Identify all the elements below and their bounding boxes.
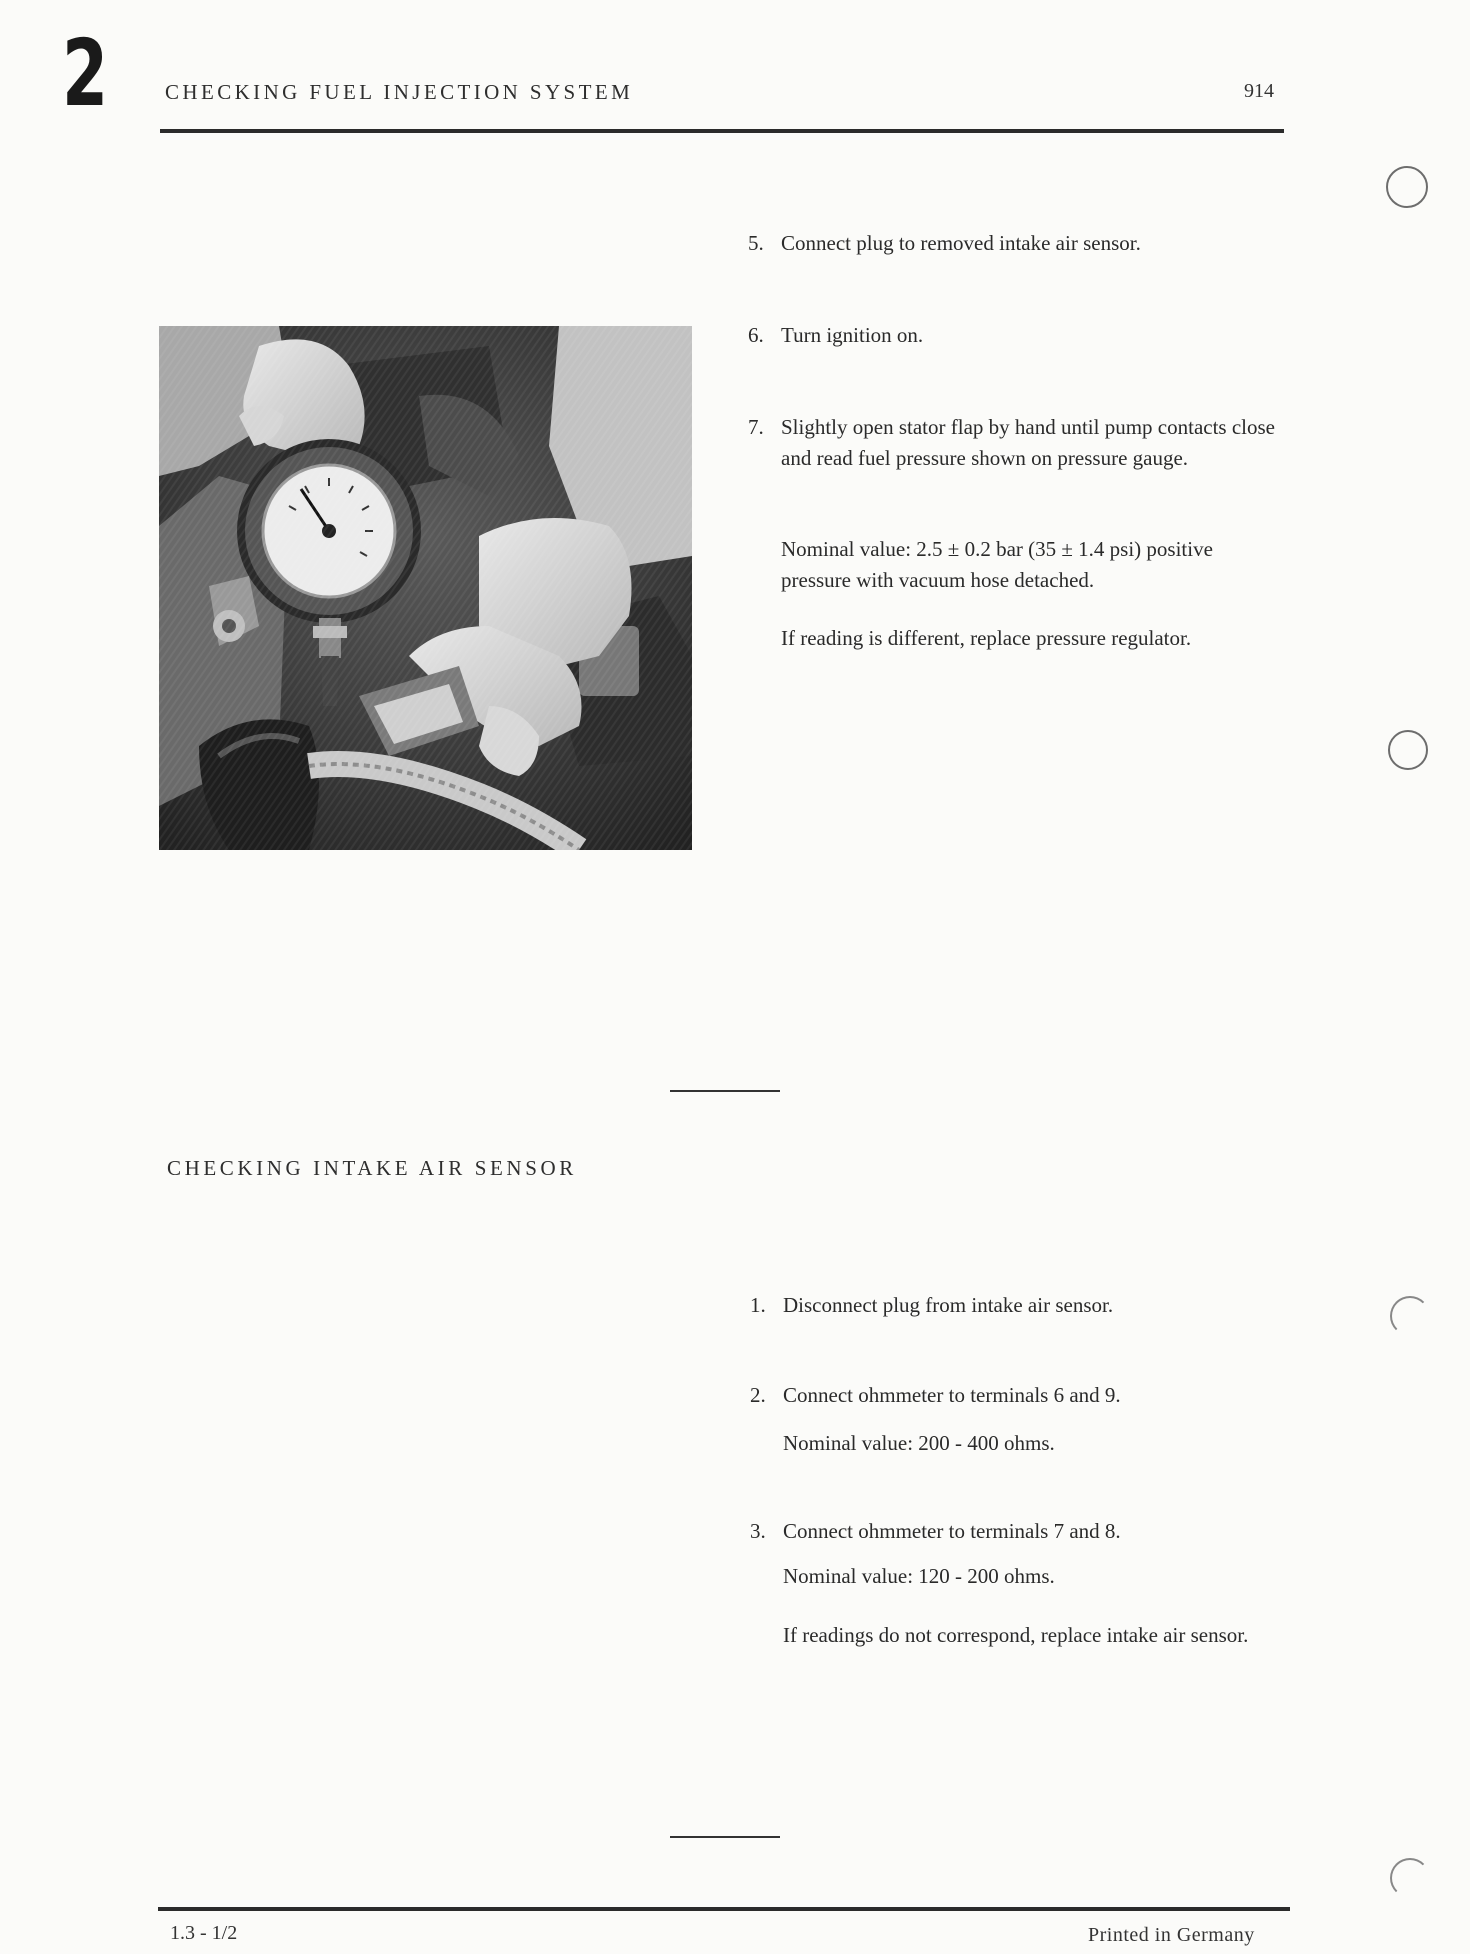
step-number: 2. — [750, 1383, 766, 1407]
advice-note: If reading is different, replace pressure regulator. — [781, 626, 1192, 650]
header-rule — [160, 129, 1284, 133]
step-text: Connect ohmmeter to terminals 6 and 9. — [783, 1383, 1121, 1407]
punch-hole — [1386, 166, 1428, 208]
step-text: Slightly open stator flap by hand until pump contacts close and read fuel pressure shown on pressure gauge. — [781, 415, 1276, 470]
pressure-gauge-photo — [159, 326, 692, 850]
step-text: Disconnect plug from intake air sensor. — [783, 1293, 1114, 1317]
step-number: 3. — [750, 1519, 766, 1543]
step-text: Connect plug to removed intake air sensor. — [781, 231, 1141, 255]
punch-hole — [1390, 1296, 1430, 1336]
nominal-value-note: Nominal value: 2.5 ± 0.2 bar (35 ± 1.4 psi) positive pressure with vacuum hose detached. — [781, 537, 1213, 592]
instruction-step — [748, 228, 1308, 259]
step-text: Connect ohmmeter to terminals 7 and 8. — [783, 1519, 1121, 1543]
instruction-step — [750, 1516, 1310, 1547]
step-number: 1. — [750, 1293, 766, 1317]
step-number: 5. — [748, 231, 764, 255]
footer-rule — [158, 1907, 1290, 1911]
section-divider — [670, 1090, 780, 1092]
chapter-number: 2 — [62, 20, 109, 127]
instruction-step — [748, 320, 1308, 351]
instruction-step — [750, 1290, 1310, 1321]
punch-hole — [1390, 1858, 1430, 1898]
page-model-code: 914 — [1244, 80, 1274, 102]
footer-printed-note: Printed in Germany — [1088, 1924, 1255, 1946]
instruction-step — [750, 1380, 1310, 1411]
nominal-value-note: Nominal value: 200 - 400 ohms. — [783, 1431, 1055, 1455]
instruction-step — [748, 412, 1278, 474]
advice-note: If readings do not correspond, replace intake air sensor. — [783, 1623, 1249, 1647]
section-divider — [670, 1836, 780, 1838]
page-header-title: CHECKING FUEL INJECTION SYSTEM — [165, 80, 634, 104]
step-number: 7. — [748, 415, 764, 439]
step-text: Turn ignition on. — [781, 323, 924, 347]
footer-page-reference: 1.3 - 1/2 — [170, 1922, 238, 1944]
step-number: 6. — [748, 323, 764, 347]
nominal-value-note: Nominal value: 120 - 200 ohms. — [783, 1564, 1055, 1588]
section-heading: CHECKING INTAKE AIR SENSOR — [167, 1156, 577, 1180]
punch-hole — [1388, 730, 1428, 770]
